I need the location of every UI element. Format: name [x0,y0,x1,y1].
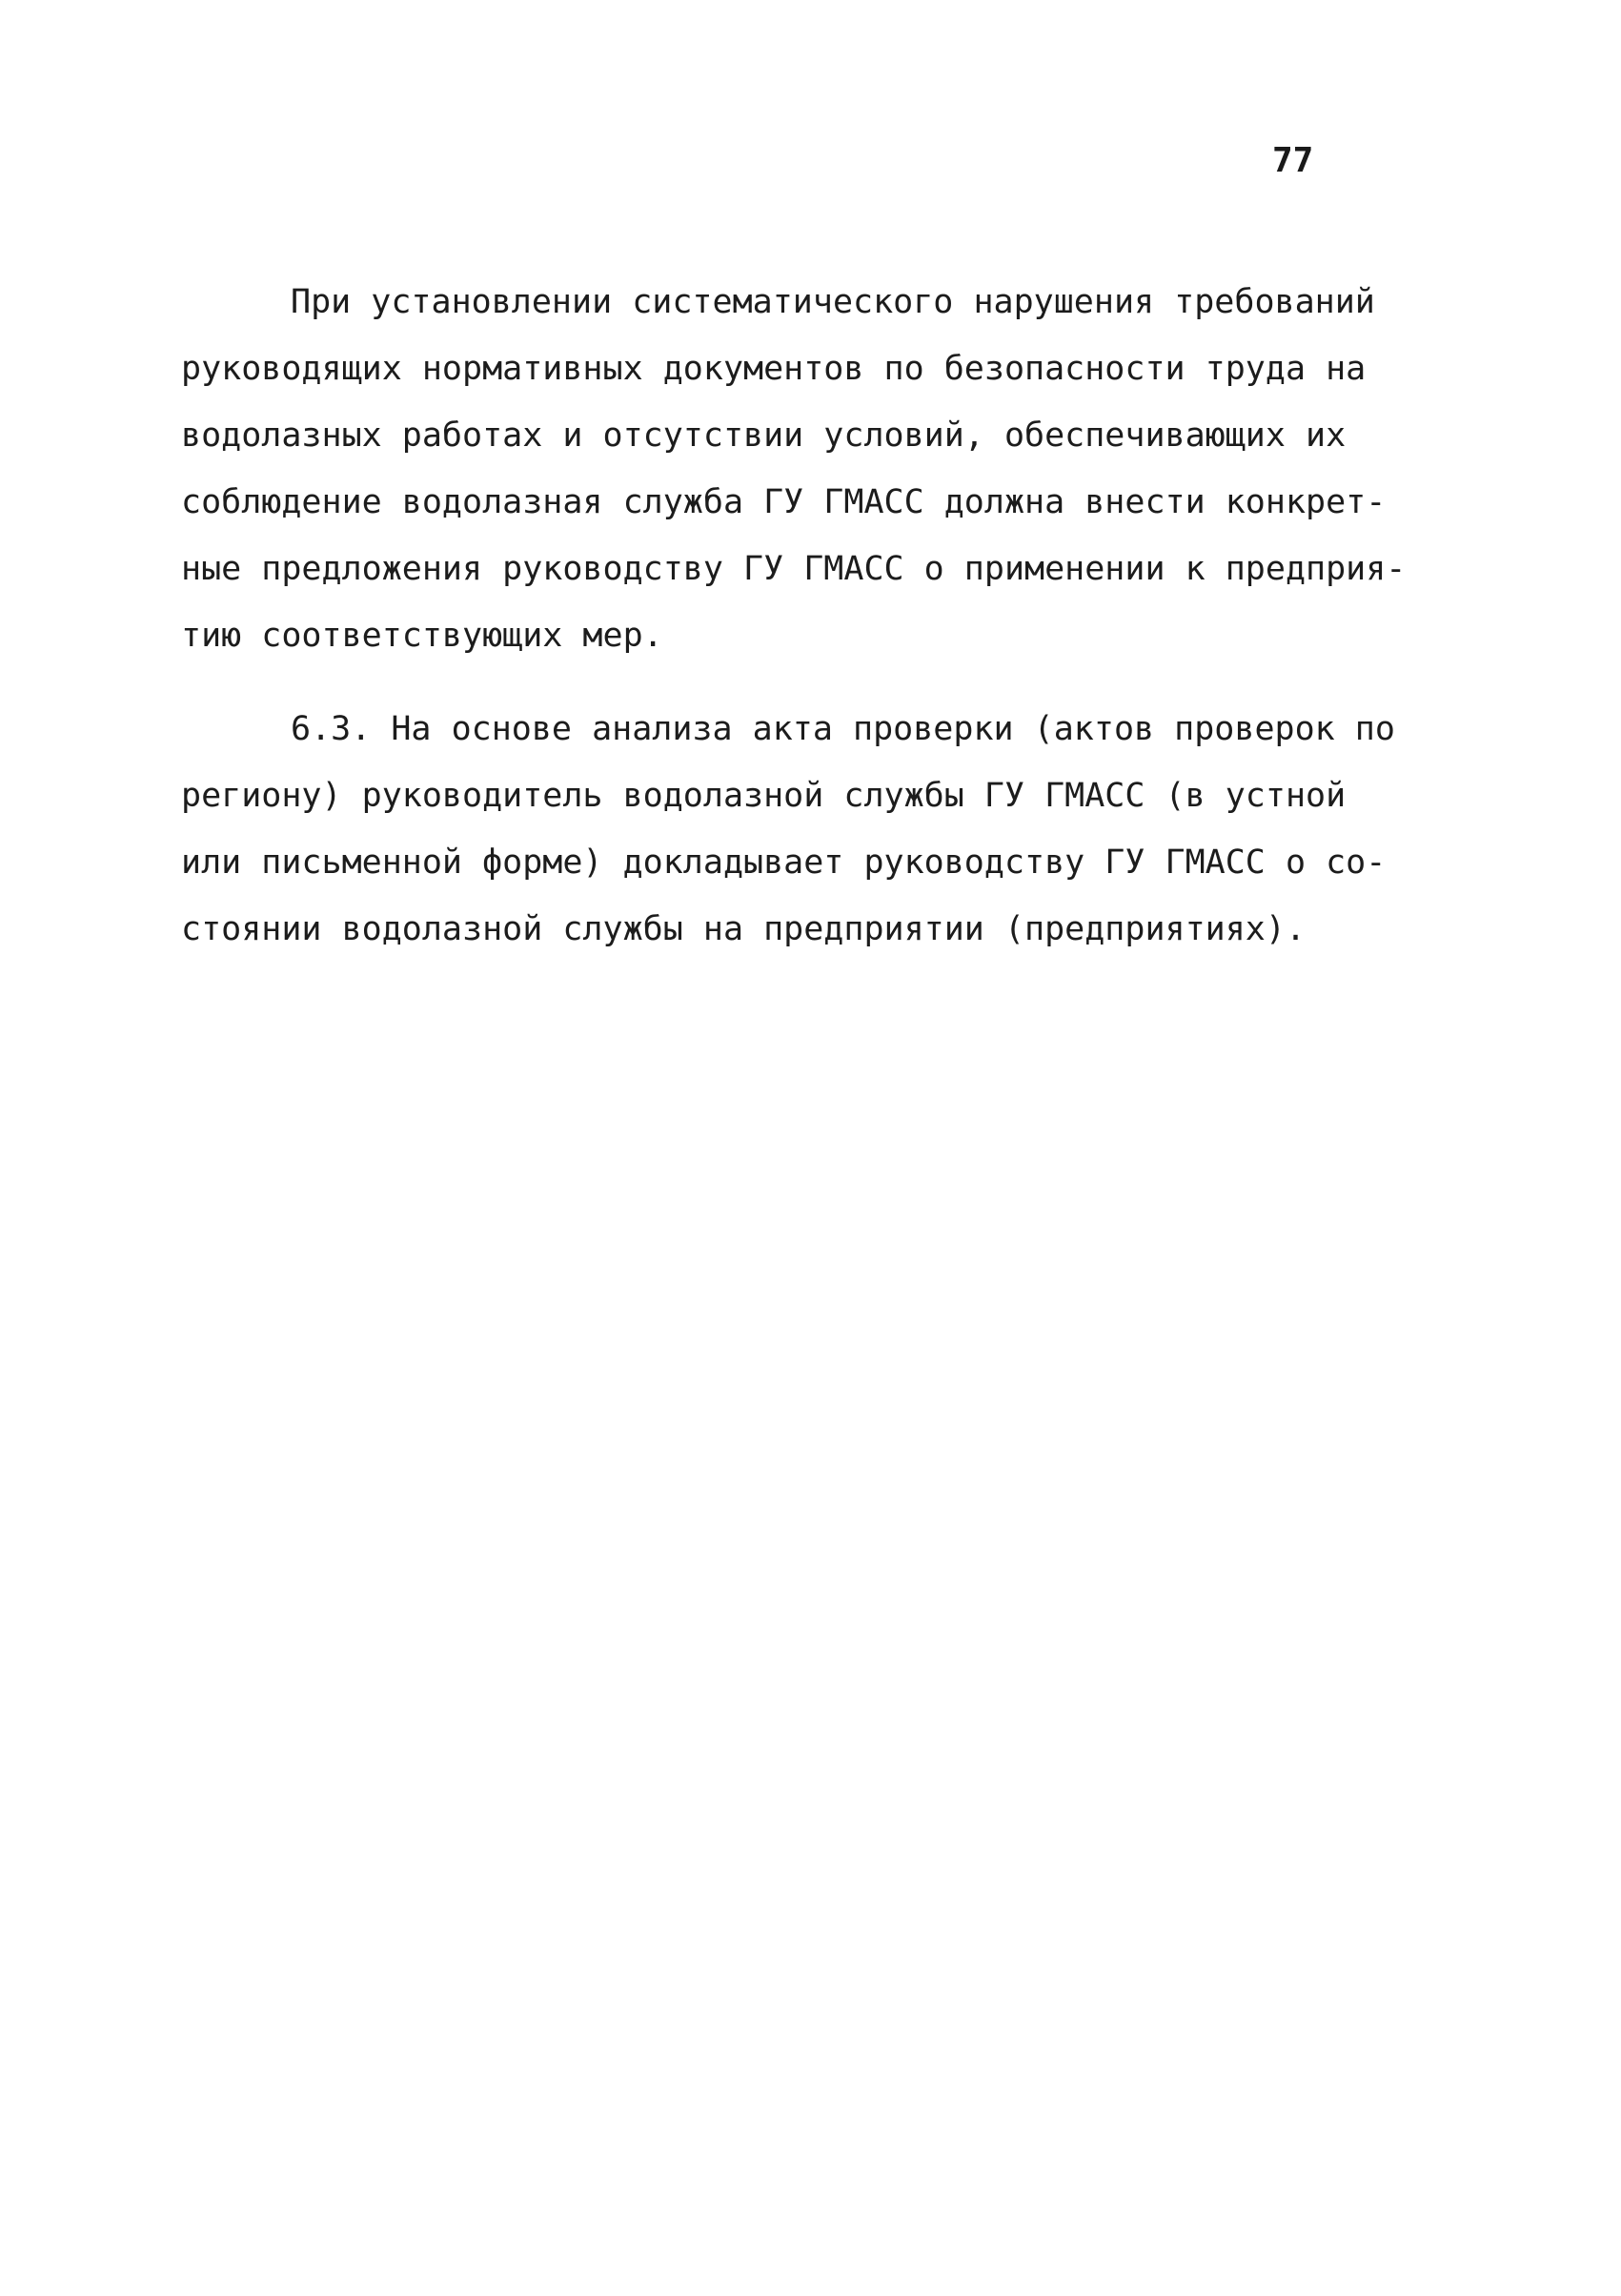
paragraph-line: тию соответствующих мер. [181,617,663,655]
paragraph-line: или письменной форме) докладывает руководству ГУ ГМАСС о со- [181,843,1387,882]
page-number: 77 [1272,141,1314,180]
paragraph-violation-proposals [181,269,1458,669]
paragraph-line: региону) руководитель водолазной службы ГУ ГМАСС (в устной [181,777,1347,815]
paragraph-line: водолазных работах и отсутствии условий, обеспечивающих их [181,417,1347,455]
paragraph-section-6-3 [181,696,1458,963]
paragraph-line: При установлении систематического нарушения требований [291,283,1375,321]
paragraph-line: соблюдение водолазная служба ГУ ГМАСС должна внести конкрет- [181,483,1387,521]
paragraph-line: ные предложения руководству ГУ ГМАСС о применении к предприя- [181,550,1407,588]
paragraph-line: стоянии водолазной службы на предприятии (предприятиях). [181,910,1307,948]
paragraph-line: руководящих нормативных документов по безопасности труда на [181,350,1367,388]
paragraph-line: 6.3. На основе анализа акта проверки (актов проверок по [291,710,1395,748]
